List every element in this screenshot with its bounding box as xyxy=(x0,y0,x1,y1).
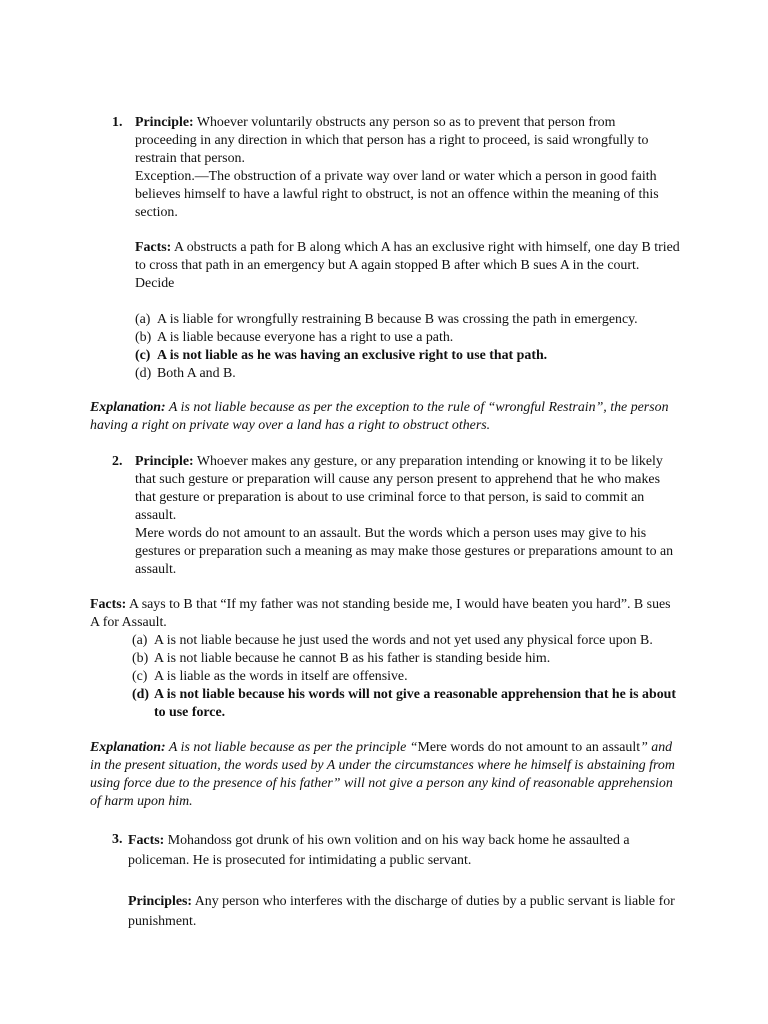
question-1-explanation xyxy=(90,399,680,435)
option-label: (d) xyxy=(135,366,152,381)
principle-label: Principle: xyxy=(135,454,194,469)
option-text: A is liable as the words in itself are offensive. xyxy=(154,669,408,684)
exception-text: Exception.—The obstruction of a private way over land or water which a person in good faith believes himself to have a lawful right to obstruct, is not an offence within the meaning of this section. xyxy=(135,169,659,220)
principle-text-2: Mere words do not amount to an assault. But the words which a person uses may give to his gestures or preparation such a meaning as may make those gestures or preparations amount to an assault. xyxy=(135,526,674,577)
option-label: (c) xyxy=(132,669,148,684)
explanation-text: A is not liable because as per the exception to the rule of “wrongful Restrain”, the person having a right on private way over a land has a right to obstruct others. xyxy=(90,400,669,433)
explanation-text-continued: ” and in the present situation, the words used by A under the circumstances where he himself is abstaining from using force due to the presence of his father” will not give a person any kind of reasonable apprehension of harm upon him. xyxy=(90,740,675,809)
option-text: A is liable because everyone has a right to use a path. xyxy=(157,330,454,345)
option-label: (a) xyxy=(135,312,151,327)
explanation-label: Explanation: xyxy=(90,740,166,755)
option-text: A is not liable because his words will not give a reasonable apprehension that he is about to use force. xyxy=(154,687,676,720)
explanation-label: Explanation: xyxy=(90,400,166,415)
question-1-principle xyxy=(135,114,680,222)
option-text: A is not liable because he cannot B as his father is standing beside him. xyxy=(154,651,551,666)
option-label: (b) xyxy=(132,651,149,666)
principle-label: Principle: xyxy=(135,115,194,130)
option-label: (b) xyxy=(135,330,152,345)
option-text: A is not liable because he just used the words and not yet used any physical force upon B. xyxy=(154,633,653,648)
option-label: (d) xyxy=(132,687,149,702)
facts-text: A obstructs a path for B along which A has an exclusive right with himself, one day B tried to cross that path in an emergency but A again stopped B after which B sues A in the court. Decide xyxy=(135,240,680,291)
option-label: (a) xyxy=(132,633,148,648)
option-a xyxy=(135,311,680,329)
option-d-correct xyxy=(132,686,680,722)
explanation-quote: Mere words do not amount to an assault xyxy=(417,740,641,755)
principle-text: Whoever voluntarily obstructs any person so as to prevent that person from proceeding in any direction in which that person has a right to proceed, is said wrongfully to restrain that person. xyxy=(135,115,649,166)
explanation-text: A is not liable because as per the principle “ xyxy=(168,740,418,755)
facts-text: Mohandoss got drunk of his own volition and on his way back home he assaulted a policeman. He is prosecuted for intimidating a public servant. xyxy=(128,833,630,868)
option-text: Both A and B. xyxy=(157,366,236,381)
option-d xyxy=(135,365,680,383)
option-c xyxy=(132,668,680,686)
principle-text: Whoever makes any gesture, or any preparation intending or knowing it to be likely that such gesture or preparation will cause any person present to apprehend that he who makes that gesture or preparation is about to use criminal force to that person, is said to commit an assault. xyxy=(135,454,663,523)
question-3-principles xyxy=(128,892,680,932)
facts-label: Facts: xyxy=(128,833,165,848)
question-1-number: 1. xyxy=(112,115,123,130)
principles-label: Principles: xyxy=(128,894,193,909)
question-2-options xyxy=(132,632,680,722)
option-label: (c) xyxy=(135,348,151,363)
facts-text: A says to B that “If my father was not standing beside me, I would have beaten you hard”. B sues A for Assault. xyxy=(90,597,671,630)
option-a xyxy=(132,632,680,650)
option-b xyxy=(135,329,680,347)
principles-text: Any person who interferes with the discharge of duties by a public servant is liable for punishment. xyxy=(128,894,675,929)
question-1-facts xyxy=(135,239,680,293)
option-text: A is liable for wrongfully restraining B because B was crossing the path in emergency. xyxy=(157,312,638,327)
option-c-correct xyxy=(135,347,680,365)
question-3-number: 3. xyxy=(112,832,123,847)
facts-label: Facts: xyxy=(90,597,127,612)
question-2-facts xyxy=(90,596,680,632)
option-b xyxy=(132,650,680,668)
question-3-facts xyxy=(128,831,680,871)
question-2-principle xyxy=(135,453,680,579)
question-2-number: 2. xyxy=(112,454,123,469)
question-1-options xyxy=(135,311,680,383)
option-text: A is not liable as he was having an exclusive right to use that path. xyxy=(157,348,548,363)
facts-label: Facts: xyxy=(135,240,172,255)
question-2-explanation xyxy=(90,739,680,811)
